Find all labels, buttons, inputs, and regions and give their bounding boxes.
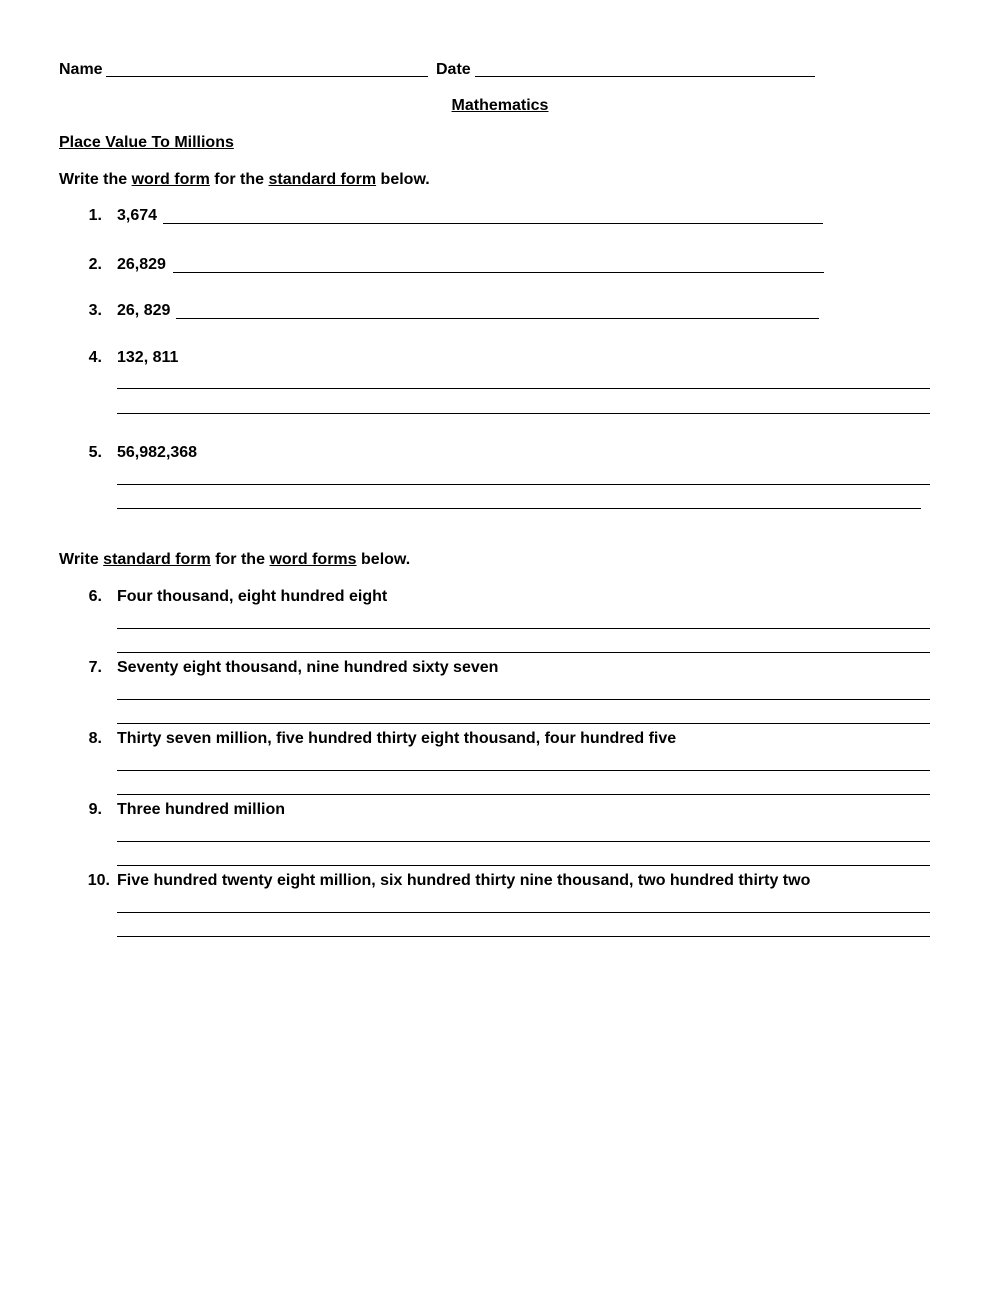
answer-line[interactable] (117, 652, 930, 653)
date-answer-line[interactable] (475, 76, 815, 77)
item-number: 10. (87, 872, 110, 889)
answer-line[interactable] (117, 699, 930, 700)
item-prompt: 3,674 (117, 207, 158, 224)
answer-line[interactable] (117, 794, 930, 795)
date-label: Date (436, 61, 471, 78)
item-number: 5. (88, 444, 102, 461)
item-prompt: 132, 811 (117, 349, 179, 366)
topic-heading: Place Value To Millions (59, 134, 234, 151)
answer-line[interactable] (117, 413, 930, 414)
answer-line[interactable] (117, 865, 930, 866)
answer-line[interactable] (117, 770, 930, 771)
answer-line[interactable] (117, 388, 930, 389)
answer-line[interactable] (117, 508, 921, 509)
item-prompt: Four thousand, eight hundred eight (117, 588, 388, 605)
section2-instruction: Write standard form for the word forms below. (59, 551, 411, 568)
answer-line[interactable] (117, 484, 930, 485)
page-title: Mathematics (451, 97, 549, 114)
answer-line[interactable] (173, 272, 824, 273)
item-prompt: Three hundred million (117, 801, 286, 818)
item-prompt: Five hundred twenty eight million, six hundred thirty nine thousand, two hundred thirty two (117, 872, 811, 889)
section1-instruction: Write the word form for the standard form below. (59, 171, 430, 188)
item-prompt: Thirty seven million, five hundred thirty eight thousand, four hundred five (117, 730, 677, 747)
name-answer-line[interactable] (106, 76, 428, 77)
answer-line[interactable] (117, 912, 930, 913)
item-number: 7. (88, 659, 102, 676)
item-prompt: 26,829 (117, 256, 166, 273)
answer-line[interactable] (117, 628, 930, 629)
item-number: 2. (88, 256, 102, 273)
answer-line[interactable] (117, 723, 930, 724)
item-prompt: 26, 829 (117, 302, 171, 319)
item-prompt: Seventy eight thousand, nine hundred sixty seven (117, 659, 499, 676)
name-label: Name (59, 61, 103, 78)
answer-line[interactable] (117, 841, 930, 842)
item-number: 9. (88, 801, 102, 818)
answer-line[interactable] (163, 223, 823, 224)
answer-line[interactable] (117, 936, 930, 937)
item-number: 4. (88, 349, 102, 366)
item-number: 8. (88, 730, 102, 747)
item-number: 1. (88, 207, 102, 224)
answer-line[interactable] (176, 318, 819, 319)
item-number: 3. (88, 302, 102, 319)
item-prompt: 56,982,368 (117, 444, 198, 461)
item-number: 6. (88, 588, 102, 605)
